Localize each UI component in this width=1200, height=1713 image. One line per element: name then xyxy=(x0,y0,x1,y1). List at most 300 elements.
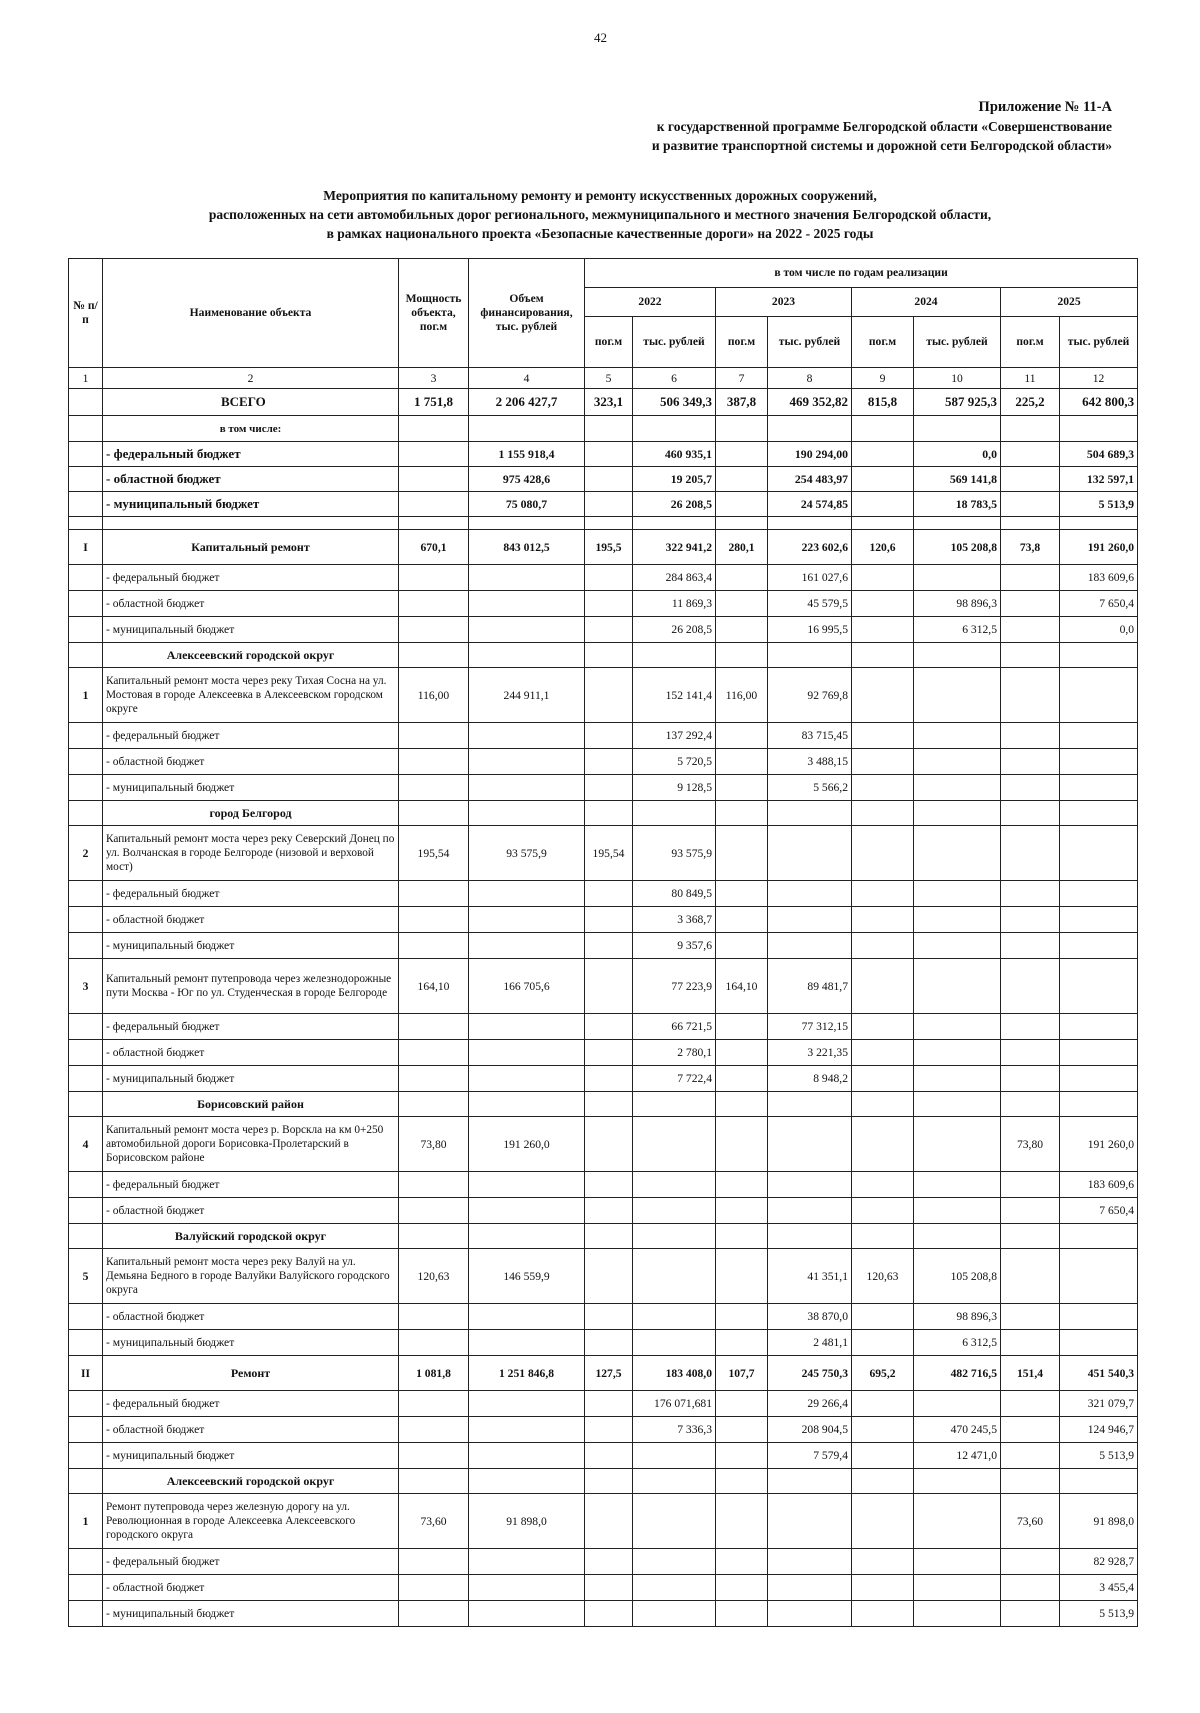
cell-c9 xyxy=(852,1330,914,1356)
cell-c5 xyxy=(585,1494,633,1549)
cell-c4 xyxy=(469,881,585,907)
cell-c12 xyxy=(1060,1249,1138,1304)
cell-c9 xyxy=(852,517,914,530)
cell-c3: 164,10 xyxy=(399,959,469,1014)
cell-c8 xyxy=(768,517,852,530)
row-number xyxy=(69,1469,103,1494)
table-row xyxy=(69,1014,1138,1040)
cell-c3 xyxy=(399,1304,469,1330)
cell-c6 xyxy=(633,1601,716,1627)
table-row xyxy=(69,530,1138,565)
cell-c7 xyxy=(716,467,768,492)
cell-c9: 120,6 xyxy=(852,530,914,565)
cell-c4 xyxy=(469,1224,585,1249)
cell-c5 xyxy=(585,1549,633,1575)
cell-c9 xyxy=(852,1417,914,1443)
cell-c12: 7 650,4 xyxy=(1060,1198,1138,1224)
cell-c12 xyxy=(1060,959,1138,1014)
table-row xyxy=(69,416,1138,442)
cell-c8 xyxy=(768,1092,852,1117)
row-number xyxy=(69,775,103,801)
cell-c8 xyxy=(768,1469,852,1494)
cell-c6: 93 575,9 xyxy=(633,826,716,881)
cell-c5 xyxy=(585,643,633,668)
object-name: - муниципальный бюджет xyxy=(103,933,399,959)
cell-c5 xyxy=(585,591,633,617)
cell-c8 xyxy=(768,933,852,959)
cell-c11 xyxy=(1001,907,1060,933)
header-unit-rub: тыс. рублей xyxy=(1060,317,1138,368)
row-number xyxy=(69,723,103,749)
cell-c8 xyxy=(768,643,852,668)
cell-c8: 161 027,6 xyxy=(768,565,852,591)
cell-c12: 183 609,6 xyxy=(1060,565,1138,591)
cell-c11: 73,80 xyxy=(1001,1117,1060,1172)
cell-c4 xyxy=(469,1040,585,1066)
cell-c6 xyxy=(633,1304,716,1330)
table-row xyxy=(69,467,1138,492)
row-number xyxy=(69,1601,103,1627)
cell-c6 xyxy=(633,1494,716,1549)
cell-c5 xyxy=(585,933,633,959)
cell-c10 xyxy=(914,565,1001,591)
cell-c9 xyxy=(852,907,914,933)
cell-c7: 107,7 xyxy=(716,1356,768,1391)
cell-c12: 191 260,0 xyxy=(1060,1117,1138,1172)
cell-c7 xyxy=(716,1117,768,1172)
cell-c4 xyxy=(469,1066,585,1092)
cell-c11 xyxy=(1001,775,1060,801)
cell-c10 xyxy=(914,1117,1001,1172)
cell-c6: 2 780,1 xyxy=(633,1040,716,1066)
cell-c12: 642 800,3 xyxy=(1060,389,1138,416)
cell-c11 xyxy=(1001,881,1060,907)
cell-c5 xyxy=(585,617,633,643)
cell-c7 xyxy=(716,1494,768,1549)
cell-c11: 73,60 xyxy=(1001,1494,1060,1549)
cell-c8: 7 579,4 xyxy=(768,1443,852,1469)
cell-c4 xyxy=(469,1443,585,1469)
table-row xyxy=(69,492,1138,517)
column-number: 5 xyxy=(585,368,633,389)
cell-c6: 66 721,5 xyxy=(633,1014,716,1040)
cell-c3 xyxy=(399,801,469,826)
cell-c5 xyxy=(585,1391,633,1417)
cell-c7 xyxy=(716,1601,768,1627)
header-years-group: в том числе по годам реализации xyxy=(585,259,1138,288)
cell-c9 xyxy=(852,617,914,643)
cell-c4 xyxy=(469,1014,585,1040)
cell-c9 xyxy=(852,1469,914,1494)
column-number: 1 xyxy=(69,368,103,389)
cell-c5 xyxy=(585,1443,633,1469)
cell-c6 xyxy=(633,1198,716,1224)
cell-c5 xyxy=(585,1172,633,1198)
object-name: - муниципальный бюджет xyxy=(103,617,399,643)
row-number xyxy=(69,492,103,517)
cell-c3: 73,80 xyxy=(399,1117,469,1172)
object-name: - областной бюджет xyxy=(103,1417,399,1443)
cell-c12 xyxy=(1060,1092,1138,1117)
cell-c3 xyxy=(399,492,469,517)
column-number: 11 xyxy=(1001,368,1060,389)
cell-c8: 16 995,5 xyxy=(768,617,852,643)
object-name: - областной бюджет xyxy=(103,1304,399,1330)
cell-c11 xyxy=(1001,1391,1060,1417)
table-row xyxy=(69,1172,1138,1198)
cell-c12 xyxy=(1060,749,1138,775)
cell-c5 xyxy=(585,1575,633,1601)
cell-c12 xyxy=(1060,1014,1138,1040)
cell-c4 xyxy=(469,1172,585,1198)
cell-c3 xyxy=(399,723,469,749)
cell-c8: 8 948,2 xyxy=(768,1066,852,1092)
cell-c3 xyxy=(399,1417,469,1443)
cell-c9 xyxy=(852,1040,914,1066)
cell-c3 xyxy=(399,1198,469,1224)
cell-c5 xyxy=(585,1417,633,1443)
table-row xyxy=(69,959,1138,1014)
cell-c10: 470 245,5 xyxy=(914,1417,1001,1443)
cell-c11 xyxy=(1001,617,1060,643)
table-row xyxy=(69,1066,1138,1092)
header-num: № п/п xyxy=(69,259,103,368)
table-row xyxy=(69,617,1138,643)
cell-c9: 120,63 xyxy=(852,1249,914,1304)
row-number xyxy=(69,1066,103,1092)
cell-c8 xyxy=(768,416,852,442)
cell-c10 xyxy=(914,1066,1001,1092)
table-row xyxy=(69,565,1138,591)
row-number xyxy=(69,1575,103,1601)
cell-c8 xyxy=(768,907,852,933)
cell-c5 xyxy=(585,1469,633,1494)
cell-c6: 183 408,0 xyxy=(633,1356,716,1391)
cell-c4 xyxy=(469,1198,585,1224)
object-name: - федеральный бюджет xyxy=(103,1549,399,1575)
cell-c7 xyxy=(716,492,768,517)
row-number xyxy=(69,1417,103,1443)
cell-c10 xyxy=(914,1469,1001,1494)
column-number: 2 xyxy=(103,368,399,389)
row-number xyxy=(69,467,103,492)
cell-c7 xyxy=(716,1391,768,1417)
cell-c4: 75 080,7 xyxy=(469,492,585,517)
header-row xyxy=(69,259,1138,288)
header-year: 2023 xyxy=(716,288,852,317)
cell-c11 xyxy=(1001,416,1060,442)
cell-c7 xyxy=(716,442,768,467)
cell-c6: 26 208,5 xyxy=(633,492,716,517)
object-name: Ремонт путепровода через железную дорогу на ул. Революционная в городе Алексеевка Алексеевского городского округа xyxy=(103,1494,399,1549)
cell-c7 xyxy=(716,1469,768,1494)
row-number xyxy=(69,442,103,467)
cell-c9: 695,2 xyxy=(852,1356,914,1391)
table-row xyxy=(69,1356,1138,1391)
cell-c9 xyxy=(852,1443,914,1469)
cell-c9: 815,8 xyxy=(852,389,914,416)
cell-c10: 98 896,3 xyxy=(914,591,1001,617)
cell-c11 xyxy=(1001,801,1060,826)
cell-c9 xyxy=(852,565,914,591)
cell-c11 xyxy=(1001,517,1060,530)
cell-c6: 9 357,6 xyxy=(633,933,716,959)
cell-c8 xyxy=(768,1601,852,1627)
cell-c3 xyxy=(399,517,469,530)
row-number xyxy=(69,749,103,775)
cell-c3 xyxy=(399,907,469,933)
cell-c6: 322 941,2 xyxy=(633,530,716,565)
table-row xyxy=(69,1417,1138,1443)
cell-c4 xyxy=(469,801,585,826)
cell-c8 xyxy=(768,1549,852,1575)
cell-c8: 3 488,15 xyxy=(768,749,852,775)
column-number: 4 xyxy=(469,368,585,389)
cell-c6: 11 869,3 xyxy=(633,591,716,617)
cell-c10 xyxy=(914,959,1001,1014)
table-row xyxy=(69,907,1138,933)
cell-c12: 5 513,9 xyxy=(1060,1601,1138,1627)
cell-c8 xyxy=(768,1224,852,1249)
cell-c10 xyxy=(914,1601,1001,1627)
cell-c10 xyxy=(914,1040,1001,1066)
cell-c12 xyxy=(1060,723,1138,749)
table-row xyxy=(69,1117,1138,1172)
cell-c8: 3 221,35 xyxy=(768,1040,852,1066)
document-title xyxy=(0,186,1200,243)
table-row xyxy=(69,1224,1138,1249)
cell-c11 xyxy=(1001,1330,1060,1356)
cell-c8: 245 750,3 xyxy=(768,1356,852,1391)
cell-c12: 91 898,0 xyxy=(1060,1494,1138,1549)
cell-c10 xyxy=(914,668,1001,723)
cell-c4 xyxy=(469,933,585,959)
cell-c10: 105 208,8 xyxy=(914,1249,1001,1304)
header-unit-rub: тыс. рублей xyxy=(914,317,1001,368)
column-number: 12 xyxy=(1060,368,1138,389)
cell-c3 xyxy=(399,1549,469,1575)
header-name: Наименование объекта xyxy=(103,259,399,368)
cell-c7 xyxy=(716,1172,768,1198)
cell-c5 xyxy=(585,467,633,492)
row-number xyxy=(69,617,103,643)
row-number xyxy=(69,933,103,959)
column-number: 8 xyxy=(768,368,852,389)
cell-c8 xyxy=(768,1198,852,1224)
cell-c12 xyxy=(1060,668,1138,723)
cell-c10 xyxy=(914,643,1001,668)
cell-c7: 116,00 xyxy=(716,668,768,723)
cell-c12 xyxy=(1060,1224,1138,1249)
row-number: 1 xyxy=(69,668,103,723)
cell-c8 xyxy=(768,1117,852,1172)
cell-c9 xyxy=(852,959,914,1014)
cell-c4: 166 705,6 xyxy=(469,959,585,1014)
object-name: - областной бюджет xyxy=(103,907,399,933)
cell-c7 xyxy=(716,517,768,530)
cell-c6: 7 722,4 xyxy=(633,1066,716,1092)
cell-c8: 5 566,2 xyxy=(768,775,852,801)
cell-c7 xyxy=(716,1224,768,1249)
row-number xyxy=(69,565,103,591)
cell-c8: 83 715,45 xyxy=(768,723,852,749)
cell-c11 xyxy=(1001,442,1060,467)
cell-c5 xyxy=(585,517,633,530)
cell-c5 xyxy=(585,1249,633,1304)
cell-c11 xyxy=(1001,933,1060,959)
object-name: - муниципальный бюджет xyxy=(103,1066,399,1092)
cell-c11 xyxy=(1001,1014,1060,1040)
cell-c8: 29 266,4 xyxy=(768,1391,852,1417)
cell-c5 xyxy=(585,416,633,442)
row-number xyxy=(69,643,103,668)
table-row xyxy=(69,826,1138,881)
cell-c6 xyxy=(633,801,716,826)
object-name: - муниципальный бюджет xyxy=(103,1601,399,1627)
page-number: 42 xyxy=(594,30,607,45)
appendix-number: Приложение № 11-А xyxy=(978,99,1112,115)
cell-c3 xyxy=(399,1224,469,1249)
cell-c4 xyxy=(469,617,585,643)
cell-c4 xyxy=(469,1575,585,1601)
cell-c7 xyxy=(716,565,768,591)
cell-c3 xyxy=(399,1469,469,1494)
cell-c7 xyxy=(716,1014,768,1040)
object-name: Алексеевский городской округ xyxy=(103,643,399,668)
cell-c11 xyxy=(1001,591,1060,617)
cell-c5 xyxy=(585,881,633,907)
table-row xyxy=(69,749,1138,775)
cell-c12: 82 928,7 xyxy=(1060,1549,1138,1575)
cell-c10 xyxy=(914,826,1001,881)
cell-c6: 9 128,5 xyxy=(633,775,716,801)
cell-c7 xyxy=(716,801,768,826)
object-name: город Белгород xyxy=(103,801,399,826)
cell-c5 xyxy=(585,1040,633,1066)
cell-c5 xyxy=(585,1198,633,1224)
cell-c10 xyxy=(914,775,1001,801)
cell-c10 xyxy=(914,1172,1001,1198)
cell-c4 xyxy=(469,1092,585,1117)
cell-c3 xyxy=(399,1575,469,1601)
cell-c8: 45 579,5 xyxy=(768,591,852,617)
cell-c6: 26 208,5 xyxy=(633,617,716,643)
cell-c8: 223 602,6 xyxy=(768,530,852,565)
table-row xyxy=(69,1469,1138,1494)
cell-c3 xyxy=(399,1014,469,1040)
cell-c3 xyxy=(399,617,469,643)
cell-c5 xyxy=(585,907,633,933)
cell-c10 xyxy=(914,933,1001,959)
cell-c5 xyxy=(585,1066,633,1092)
cell-c6: 77 223,9 xyxy=(633,959,716,1014)
header-unit-rub: тыс. рублей xyxy=(633,317,716,368)
cell-c3 xyxy=(399,881,469,907)
cell-c5 xyxy=(585,1092,633,1117)
object-name: в том числе: xyxy=(103,416,399,442)
cell-c9 xyxy=(852,723,914,749)
cell-c5 xyxy=(585,801,633,826)
cell-c6 xyxy=(633,1117,716,1172)
table-row xyxy=(69,775,1138,801)
cell-c10 xyxy=(914,1092,1001,1117)
cell-c10: 6 312,5 xyxy=(914,617,1001,643)
cell-c7 xyxy=(716,1304,768,1330)
column-number: 7 xyxy=(716,368,768,389)
table-row xyxy=(69,933,1138,959)
cell-c11 xyxy=(1001,1249,1060,1304)
row-number: 4 xyxy=(69,1117,103,1172)
cell-c12 xyxy=(1060,1304,1138,1330)
cell-c4: 91 898,0 xyxy=(469,1494,585,1549)
cell-c9 xyxy=(852,1224,914,1249)
cell-c4 xyxy=(469,517,585,530)
cell-c11 xyxy=(1001,959,1060,1014)
cell-c6: 176 071,681 xyxy=(633,1391,716,1417)
cell-c3 xyxy=(399,1040,469,1066)
cell-c10 xyxy=(914,1494,1001,1549)
cell-c12: 5 513,9 xyxy=(1060,1443,1138,1469)
cell-c5 xyxy=(585,1224,633,1249)
cell-c11 xyxy=(1001,1549,1060,1575)
cell-c11 xyxy=(1001,1575,1060,1601)
cell-c4 xyxy=(469,565,585,591)
cell-c10 xyxy=(914,749,1001,775)
cell-c10: 18 783,5 xyxy=(914,492,1001,517)
object-name: - федеральный бюджет xyxy=(103,1172,399,1198)
cell-c3: 1 751,8 xyxy=(399,389,469,416)
cell-c3: 73,60 xyxy=(399,1494,469,1549)
cell-c4 xyxy=(469,723,585,749)
cell-c8 xyxy=(768,1494,852,1549)
cell-c7 xyxy=(716,1575,768,1601)
title-line: Мероприятия по капитальному ремонту и ремонту искусственных дорожных сооружений, xyxy=(323,188,877,203)
cell-c7 xyxy=(716,1092,768,1117)
cell-c6: 152 141,4 xyxy=(633,668,716,723)
cell-c9 xyxy=(852,643,914,668)
cell-c5: 127,5 xyxy=(585,1356,633,1391)
cell-c4 xyxy=(469,749,585,775)
cell-c7 xyxy=(716,1443,768,1469)
table-row xyxy=(69,1040,1138,1066)
cell-c4 xyxy=(469,1304,585,1330)
cell-c3 xyxy=(399,442,469,467)
cell-c7 xyxy=(716,749,768,775)
cell-c4 xyxy=(469,1391,585,1417)
table-row xyxy=(69,1304,1138,1330)
cell-c11 xyxy=(1001,723,1060,749)
object-name: - областной бюджет xyxy=(103,591,399,617)
object-name: - федеральный бюджет xyxy=(103,565,399,591)
cell-c11: 225,2 xyxy=(1001,389,1060,416)
cell-c10: 98 896,3 xyxy=(914,1304,1001,1330)
cell-c12 xyxy=(1060,907,1138,933)
table-row xyxy=(69,881,1138,907)
cell-c9 xyxy=(852,416,914,442)
cell-c7 xyxy=(716,643,768,668)
column-numbers-row xyxy=(69,368,1138,389)
cell-c8: 2 481,1 xyxy=(768,1330,852,1356)
object-name: - муниципальный бюджет xyxy=(103,1330,399,1356)
cell-c5 xyxy=(585,959,633,1014)
object-name: - областной бюджет xyxy=(103,749,399,775)
cell-c10: 482 716,5 xyxy=(914,1356,1001,1391)
object-name: - областной бюджет xyxy=(103,1198,399,1224)
cell-c7 xyxy=(716,1040,768,1066)
cell-c3 xyxy=(399,749,469,775)
funding-table xyxy=(68,258,1138,1627)
cell-c9 xyxy=(852,1172,914,1198)
